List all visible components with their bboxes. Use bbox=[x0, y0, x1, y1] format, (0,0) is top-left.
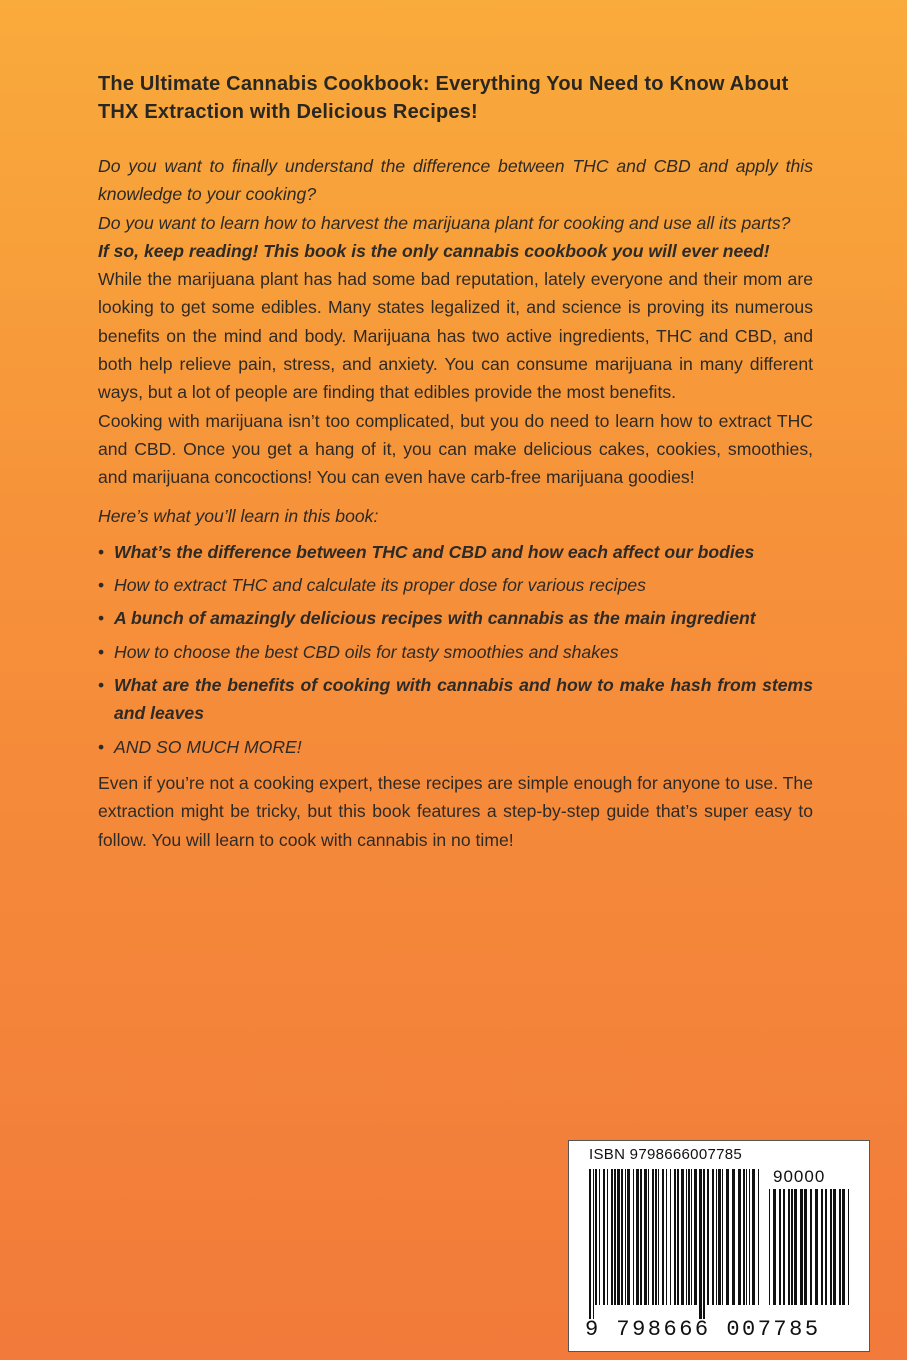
book-title: The Ultimate Cannabis Cookbook: Everything You Need to Know About THX Extraction with Delicious Recipes! bbox=[98, 73, 789, 123]
list-item: • What’s the difference between THC and CBD and how each affect our bodies bbox=[98, 538, 813, 566]
list-item: • AND SO MUCH MORE! bbox=[98, 733, 813, 761]
paragraph-1: While the marijuana plant has had some bad reputation, lately everyone and their mom are looking to get some edibles. Many states legalized it, and science is proving its numerous benefits on the mind and body. Marijuana has two active ingredients, THC and CBD, and both help relieve pain, stress, and anxiety. You can consume marijuana in many different ways, but a lot of people are finding that edibles provide the most benefits. bbox=[98, 269, 813, 403]
barcode-digits: 9 798666 007785 bbox=[585, 1317, 821, 1342]
list-item: • A bunch of amazingly delicious recipes with cannabis as the main ingredient bbox=[98, 604, 813, 632]
learn-list bbox=[98, 538, 813, 761]
isbn-label: ISBN 9798666007785 bbox=[589, 1146, 743, 1163]
learn-heading: Here’s what you’ll learn in this book: bbox=[98, 505, 379, 526]
price-barcode-bars bbox=[769, 1189, 851, 1319]
barcode-bars bbox=[589, 1169, 761, 1319]
list-item: • What are the benefits of cooking with cannabis and how to make hash from stems and leaves bbox=[98, 671, 813, 728]
closing-paragraph: Even if you’re not a cooking expert, these recipes are simple enough for anyone to use. The extraction might be tricky, but this book features a step-by-step guide that’s super easy to follow. You will learn to cook with cannabis in no time! bbox=[98, 772, 813, 850]
hook-line: If so, keep reading! This book is the only cannabis cookbook you will ever need! bbox=[98, 240, 770, 261]
list-item: • How to choose the best CBD oils for tasty smoothies and shakes bbox=[98, 638, 813, 666]
back-cover-text bbox=[98, 70, 813, 854]
paragraph-2: Cooking with marijuana isn’t too complicated, but you do need to learn how to extract THC and CBD. Once you get a hang of it, you can make delicious cakes, cookies, smoothies, and marijuana concoctions! You can even have carb-free marijuana goodies! bbox=[98, 410, 813, 488]
list-item: • How to extract THC and calculate its proper dose for various recipes bbox=[98, 571, 813, 599]
price-code: 90000 bbox=[773, 1167, 826, 1186]
intro-question-1: Do you want to finally understand the difference between THC and CBD and apply this knowledge to your cooking? bbox=[98, 156, 813, 205]
intro-question-2: Do you want to learn how to harvest the marijuana plant for cooking and use all its parts? bbox=[98, 212, 791, 233]
isbn-barcode bbox=[568, 1140, 870, 1352]
